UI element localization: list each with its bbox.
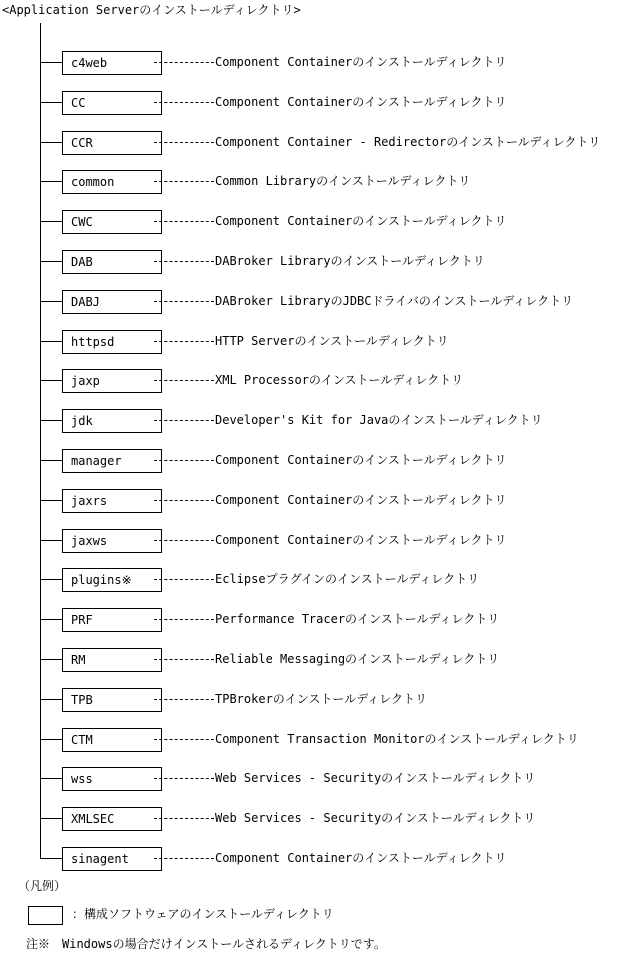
dashed-connector [154,261,214,262]
dashed-connector [154,739,214,740]
directory-description: Component Container - Redirectorのインストールディレクトリ [215,134,601,149]
dashed-connector [154,818,214,819]
branch-line [40,500,62,501]
dashed-connector [154,579,214,580]
directory-description: Web Services - Securityのインストールディレクトリ [215,771,536,786]
dashed-connector [154,778,214,779]
tree-row [40,290,630,314]
directory-box: c4web [62,51,162,75]
tree-row [40,767,630,791]
tree-row [40,131,630,155]
dashed-connector [154,142,214,143]
tree-row [40,409,630,433]
directory-box: jaxp [62,369,162,393]
branch-line [40,221,62,222]
directory-box: DABJ [62,290,162,314]
branch-line [40,460,62,461]
tree-row [40,51,630,75]
directory-box: DAB [62,250,162,274]
tree-row [40,728,630,752]
directory-description: Performance Tracerのインストールディレクトリ [215,612,500,627]
directory-box: plugins※ [62,568,162,592]
branch-line [40,540,62,541]
directory-description: HTTP Serverのインストールディレクトリ [215,333,449,348]
directory-description: Reliable Messagingのインストールディレクトリ [215,652,500,666]
dashed-connector [154,102,214,103]
tree-row [40,648,630,672]
branch-line [40,699,62,700]
dashed-connector [154,619,214,620]
tree-row [40,91,630,115]
legend-description: ：構成ソフトウェアのインストールディレクトリ [72,907,334,921]
directory-box: CWC [62,210,162,234]
diagram-title: <Application Serverのインストールディレクトリ> [2,3,301,17]
branch-line [40,301,62,302]
directory-description: Component Containerのインストールディレクトリ [215,851,507,865]
branch-line [40,739,62,740]
directory-description: Component Containerのインストールディレクトリ [215,492,507,507]
tree-row [40,449,630,473]
directory-description: DABroker LibraryのJDBCドライバのインストールディレクトリ [215,293,574,308]
branch-line [40,380,62,381]
directory-box: manager [62,449,162,473]
branch-line [40,619,62,620]
tree-row [40,608,630,632]
dashed-connector [154,500,214,501]
dashed-connector [154,301,214,302]
tree-row [40,529,630,553]
directory-description: XML Processorのインストールディレクトリ [215,373,464,388]
directory-box: jaxrs [62,489,162,513]
tree-row [40,250,630,274]
directory-box: PRF [62,608,162,632]
tree-row [40,210,630,234]
directory-box: TPB [62,688,162,712]
branch-line [40,341,62,342]
directory-box: RM [62,648,162,672]
legend-heading: （凡例） [18,879,67,893]
directory-box: sinagent [62,847,162,871]
directory-box: httpsd [62,330,162,354]
directory-description: Component Containerのインストールディレクトリ [215,94,507,109]
branch-line [40,420,62,421]
dashed-connector [154,341,214,342]
branch-line [40,818,62,819]
dashed-connector [154,380,214,381]
directory-description: Component Containerのインストールディレクトリ [215,532,507,547]
directory-box: CC [62,91,162,115]
directory-box: XMLSEC [62,807,162,831]
tree-row [40,369,630,393]
branch-line [40,659,62,660]
directory-description: Eclipseプラグインのインストールディレクトリ [215,572,480,587]
dashed-connector [154,181,214,182]
branch-line [40,102,62,103]
dashed-connector [154,221,214,222]
branch-line [40,181,62,182]
footnote: 注※ Windowsの場合だけインストールされるディレクトリです。 [26,937,386,951]
branch-line [40,62,62,63]
directory-description: Component Containerのインストールディレクトリ [215,214,507,229]
directory-description: TPBrokerのインストールディレクトリ [215,691,427,706]
directory-description: DABroker Libraryのインストールディレクトリ [215,254,485,268]
branch-line [40,261,62,262]
tree-row [40,807,630,831]
tree-row [40,688,630,712]
directory-box: wss [62,767,162,791]
tree-row [40,568,630,592]
legend-box-symbol [28,906,63,925]
tree-row [40,170,630,194]
dashed-connector [154,699,214,700]
directory-box: common [62,170,162,194]
dashed-connector [154,659,214,660]
dashed-connector [154,460,214,461]
branch-line [40,858,62,859]
directory-description: Common Libraryのインストールディレクトリ [215,174,471,189]
branch-line [40,579,62,580]
directory-box: CCR [62,131,162,155]
tree-row [40,489,630,513]
tree-row [40,847,630,871]
tree-row [40,330,630,354]
directory-description: Component Transaction Monitorのインストールディレクトリ [215,731,579,746]
directory-description: Component Containerのインストールディレクトリ [215,55,507,69]
directory-description: Developer's Kit for Javaのインストールディレクトリ [215,413,543,428]
branch-line [40,778,62,779]
branch-line [40,142,62,143]
directory-box: jaxws [62,529,162,553]
dashed-connector [154,540,214,541]
directory-description: Component Containerのインストールディレクトリ [215,453,507,467]
dashed-connector [154,420,214,421]
dashed-connector [154,62,214,63]
directory-description: Web Services - Securityのインストールディレクトリ [215,811,536,826]
dashed-connector [154,858,214,859]
directory-box: jdk [62,409,162,433]
directory-box: CTM [62,728,162,752]
